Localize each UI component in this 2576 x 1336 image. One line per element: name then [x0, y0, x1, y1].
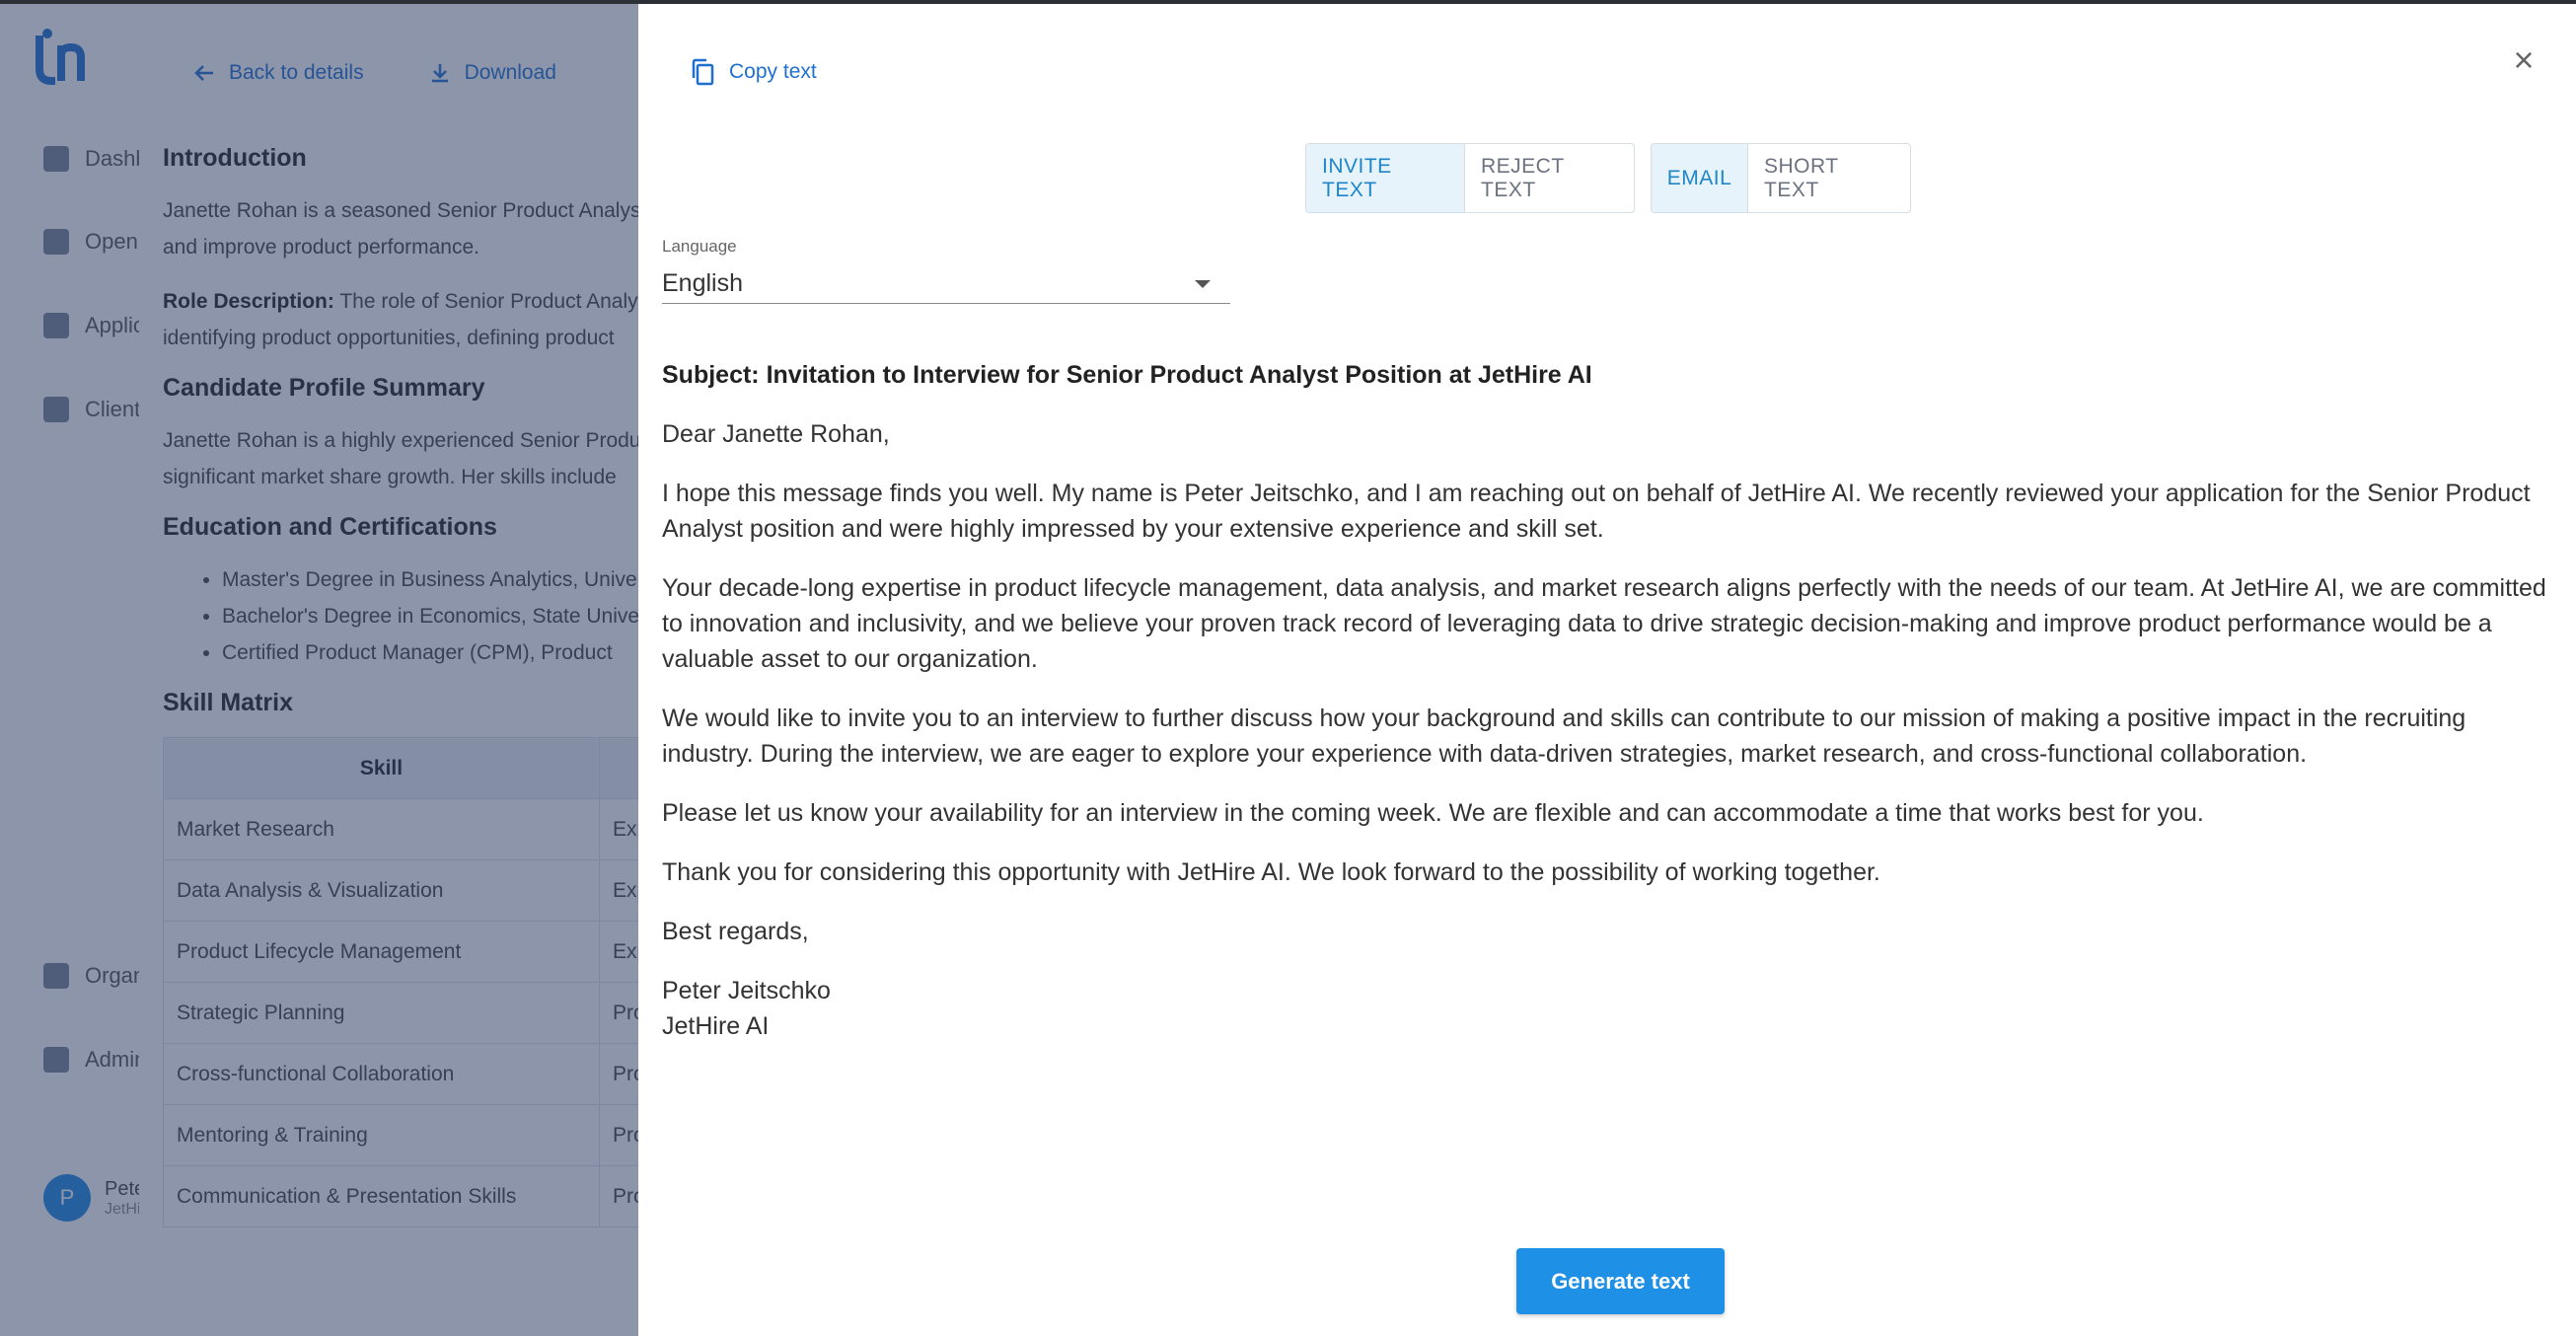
format-toggle [1651, 143, 1911, 213]
copy-text-button[interactable] [690, 58, 817, 86]
signature-name: Peter Jeitschko [662, 977, 831, 1004]
letter-paragraph: I hope this message finds you well. My name is Peter Jeitschko, and I am reaching out on behalf of JetHire AI. We recently reviewed your application for the Senior Product Analyst position and were highly impressed by your extensive experience and skill set. [662, 480, 2531, 543]
letter-paragraph: Your decade-long expertise in product lifecycle management, data analysis, and market research aligns perfectly with the needs of our team. At JetHire AI, we are committed to innovation and inclusivity, and we believe your proven track record of leveraging data to drive strategic decision-making and improve product performance would be a valuable asset to our organization. [662, 574, 2546, 673]
reject-text-option[interactable]: REJECT TEXT [1481, 154, 1565, 201]
copy-icon [690, 58, 715, 86]
letter-paragraph: Please let us know your availability for an interview in the coming week. We are flexible and can accommodate a time that works best for you. [662, 799, 2204, 827]
letter-subject: Subject: Invitation to Interview for Senior Product Analyst Position at JetHire AI [662, 361, 1592, 389]
language-value: English [662, 269, 743, 297]
generated-letter [662, 357, 2556, 1044]
modal-backdrop[interactable] [0, 4, 638, 1336]
top-bar [0, 0, 2576, 4]
language-label: Language [662, 237, 737, 256]
letter-closing: Best regards, [662, 918, 809, 945]
chevron-down-icon [1195, 280, 1211, 288]
generate-text-drawer [638, 4, 2576, 1336]
email-option[interactable]: EMAIL [1652, 144, 1748, 212]
close-icon[interactable]: × [2513, 39, 2535, 80]
letter-paragraph: Thank you for considering this opportunity with JetHire AI. We look forward to the possibility of working together. [662, 858, 1880, 886]
letter-paragraph: We would like to invite you to an interview to further discuss how your background and skills can contribute to our mission of making a positive impact in the recruiting industry. During the interview, we are eager to explore your experience with data-driven strategies, market research, and cross-functional collaboration. [662, 705, 2466, 768]
language-select[interactable] [662, 237, 1230, 304]
short-text-option[interactable]: SHORT TEXT [1764, 154, 1839, 201]
invite-text-option[interactable]: INVITE TEXT [1306, 144, 1465, 212]
letter-greeting: Dear Janette Rohan, [662, 420, 890, 448]
signature-company: JetHire AI [662, 1012, 770, 1040]
copy-text-label: Copy text [729, 60, 817, 83]
text-type-toggle [1305, 143, 1635, 213]
generate-text-button[interactable]: Generate text [1516, 1248, 1725, 1314]
language-select-field[interactable] [662, 264, 1230, 304]
